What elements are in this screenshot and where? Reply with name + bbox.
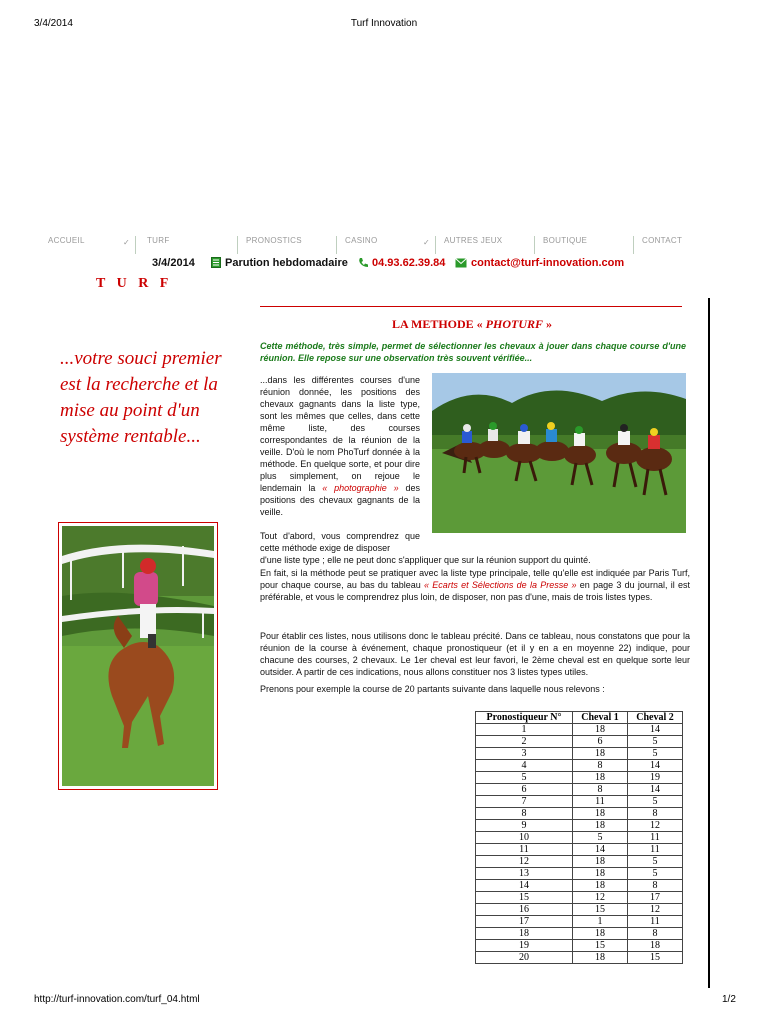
- table-cell: 18: [573, 952, 628, 964]
- table-row: [476, 796, 683, 808]
- table-row: [476, 844, 683, 856]
- table-cell: 19: [476, 940, 573, 952]
- table-cell: 19: [628, 772, 683, 784]
- table-cell: 11: [628, 832, 683, 844]
- table-row: [476, 760, 683, 772]
- table-cell: 18: [573, 748, 628, 760]
- table-cell: 1: [476, 724, 573, 736]
- table-cell: 15: [476, 892, 573, 904]
- table-cell: 10: [476, 832, 573, 844]
- table-cell: 9: [476, 820, 573, 832]
- paragraph-3: d'une liste type ; elle ne peut donc s'appliquer que sur la réunion support du quinté.: [260, 555, 591, 565]
- main-nav: [40, 236, 700, 254]
- nav-item-boutique[interactable]: [535, 236, 634, 254]
- table-row: [476, 832, 683, 844]
- title-suffix: »: [543, 317, 553, 331]
- table-cell: 11: [476, 844, 573, 856]
- mail-icon: [455, 258, 467, 268]
- table-cell: 6: [573, 736, 628, 748]
- table-row: [476, 772, 683, 784]
- nav-label: PRONOSTICS: [246, 236, 302, 245]
- article-top-rule: [260, 306, 682, 307]
- table-cell: 14: [628, 760, 683, 772]
- table-cell: 15: [573, 940, 628, 952]
- nav-divider: [135, 236, 136, 254]
- table-row: [476, 856, 683, 868]
- table-cell: 5: [628, 796, 683, 808]
- article-intro: Cette méthode, très simple, permet de sélectionner les chevaux à jouer dans chaque course d'une réunion. Elle repose sur une observation très souvent vérifiée...: [260, 341, 686, 363]
- table-cell: 18: [573, 808, 628, 820]
- print-date: 3/4/2014: [34, 18, 73, 29]
- table-cell: 18: [573, 868, 628, 880]
- chevron-down-icon: ✓: [422, 238, 430, 247]
- table-cell: 11: [573, 796, 628, 808]
- table-cell: 4: [476, 760, 573, 772]
- nav-item-accueil[interactable]: [40, 236, 136, 254]
- table-cell: 16: [476, 904, 573, 916]
- parution-label: Parution hebdomadaire: [225, 257, 348, 269]
- section-label: T U R F: [96, 276, 173, 291]
- table-cell: 14: [476, 880, 573, 892]
- table-row: [476, 748, 683, 760]
- table-cell: 13: [476, 868, 573, 880]
- table-row: [476, 724, 683, 736]
- table-row: [476, 892, 683, 904]
- table-cell: 8: [628, 880, 683, 892]
- table-row: [476, 952, 683, 964]
- table-cell: 18: [573, 928, 628, 940]
- table-cell: 8: [573, 760, 628, 772]
- table-row: [476, 916, 683, 928]
- table-cell: 5: [476, 772, 573, 784]
- column-header: Pronostiqueur N°: [476, 712, 573, 724]
- table-cell: 17: [628, 892, 683, 904]
- p4-text-b: en page 3 du journal, il est préférable, et vous le comprendrez plus loin, de disposer, non pas d'une, mais de trois listes types.: [260, 580, 690, 602]
- table-row: [476, 880, 683, 892]
- slogan: ...votre souci premier est la recherche et la mise au point d'un système rentable...: [60, 348, 222, 447]
- table-cell: 3: [476, 748, 573, 760]
- table-row: [476, 868, 683, 880]
- race-photo: [432, 373, 686, 533]
- p4-emphasis: « Ecarts et Sélections de la Presse »: [424, 580, 577, 590]
- table-cell: 7: [476, 796, 573, 808]
- table-cell: 18: [573, 856, 628, 868]
- p1-emphasis: « photographie »: [322, 483, 399, 493]
- title-prefix: LA METHODE «: [391, 317, 486, 331]
- table-cell: 6: [476, 784, 573, 796]
- table-cell: 12: [476, 856, 573, 868]
- nav-label: ACCUEIL: [48, 236, 85, 245]
- nav-label: CONTACT: [642, 236, 683, 245]
- table-cell: 18: [573, 820, 628, 832]
- table-cell: 11: [628, 844, 683, 856]
- info-parution: [211, 257, 348, 269]
- phone-label: 04.93.62.39.84: [372, 257, 446, 269]
- table-cell: 15: [628, 952, 683, 964]
- table-cell: 11: [628, 916, 683, 928]
- info-phone: [358, 257, 445, 269]
- right-border: [708, 298, 710, 988]
- table-cell: 15: [573, 904, 628, 916]
- table-cell: 14: [628, 784, 683, 796]
- column-header: Cheval 1: [573, 712, 628, 724]
- table-row: [476, 940, 683, 952]
- column-header: Cheval 2: [628, 712, 683, 724]
- table-cell: 12: [628, 904, 683, 916]
- table-cell: 5: [628, 856, 683, 868]
- table-row: [476, 736, 683, 748]
- table-cell: 5: [628, 736, 683, 748]
- paragraph-5: Pour établir ces listes, nous utilisons donc le tableau précité. Dans ce tableau, nous constatons que pour la réunion de la course à événement, chaque pronostiqueur (et il y en a en moyenne 22) indique, pour chacune des courses, 2 chevaux. Le 1er cheval est leur favori, le 2ème cheval est en quelque sorte leur outsider. A partir de ces indications, nous allons constituer nos 3 listes types utiles.: [260, 631, 690, 677]
- print-url: http://turf-innovation.com/turf_04.html: [34, 994, 200, 1005]
- table-cell: 18: [573, 772, 628, 784]
- table-cell: 12: [628, 820, 683, 832]
- nav-item-contact[interactable]: [634, 236, 700, 254]
- nav-item-pronostics[interactable]: [238, 236, 337, 254]
- info-date: 3/4/2014: [152, 257, 195, 269]
- table-cell: 1: [573, 916, 628, 928]
- paragraph-6: Prenons pour exemple la course de 20 partants suivante dans laquelle nous relevons :: [260, 684, 605, 694]
- table-row: [476, 784, 683, 796]
- jockey-photo: [62, 526, 214, 786]
- p1-text-a: ...dans les différentes courses d'une réunion donnée, les positions des chevaux gagnants dans la liste type, sont les mêmes que celles, dans cette même liste, des courses correspondantes de la réunion de la veille. D'où le nom PhoTurf donnée à la méthode. En quelque sorte, et pour dire plus simplement, on rejoue le lendemain la: [260, 375, 420, 493]
- phone-icon: [358, 257, 368, 268]
- article-title: [260, 317, 684, 332]
- table-cell: 8: [476, 808, 573, 820]
- paragraph-1: [260, 374, 420, 518]
- table-cell: 14: [573, 844, 628, 856]
- table-row: [476, 928, 683, 940]
- chevron-down-icon: ✓: [122, 238, 130, 247]
- nav-label: AUTRES JEUX: [444, 236, 503, 245]
- title-method: PHOTURF: [485, 317, 544, 331]
- info-email[interactable]: [455, 257, 624, 269]
- table-cell: 18: [573, 880, 628, 892]
- nav-item-turf[interactable]: [139, 236, 238, 254]
- nav-label: CASINO: [345, 236, 378, 245]
- table-cell: 14: [628, 724, 683, 736]
- jockey-photo-frame: [58, 522, 218, 790]
- nav-label: BOUTIQUE: [543, 236, 588, 245]
- paragraph-2: Tout d'abord, vous comprendrez que cette méthode exige de disposer: [260, 531, 420, 553]
- table-cell: 12: [573, 892, 628, 904]
- table-cell: 5: [628, 748, 683, 760]
- print-page: 1/2: [722, 994, 736, 1005]
- table-cell: 8: [628, 808, 683, 820]
- table-cell: 2: [476, 736, 573, 748]
- table-cell: 17: [476, 916, 573, 928]
- paragraph-4: [260, 567, 690, 603]
- email-link[interactable]: contact@turf-innovation.com: [471, 257, 625, 269]
- table-row: [476, 904, 683, 916]
- p4-text-a: En fait, si la méthode peut se pratiquer avec la liste type principale, telle qu'elle est indiquée par Paris Turf, pour chaque course, au bas du tableau: [260, 568, 690, 590]
- nav-item-autres-jeux[interactable]: [436, 236, 535, 254]
- table-cell: 5: [573, 832, 628, 844]
- p1-text-b: des positions des chevaux gagnants de la veille.: [260, 483, 420, 517]
- nav-label: TURF: [147, 236, 170, 245]
- table-row: [476, 808, 683, 820]
- table-row: [476, 820, 683, 832]
- table-cell: 8: [573, 784, 628, 796]
- table-cell: 8: [628, 928, 683, 940]
- table-cell: 20: [476, 952, 573, 964]
- table-cell: 18: [573, 724, 628, 736]
- table-cell: 18: [628, 940, 683, 952]
- document-icon: [211, 257, 221, 268]
- pronostic-table: [475, 711, 683, 964]
- print-title: Turf Innovation: [350, 18, 418, 29]
- table-cell: 18: [476, 928, 573, 940]
- nav-item-casino[interactable]: [337, 236, 436, 254]
- table-cell: 5: [628, 868, 683, 880]
- table-header-row: [476, 712, 683, 724]
